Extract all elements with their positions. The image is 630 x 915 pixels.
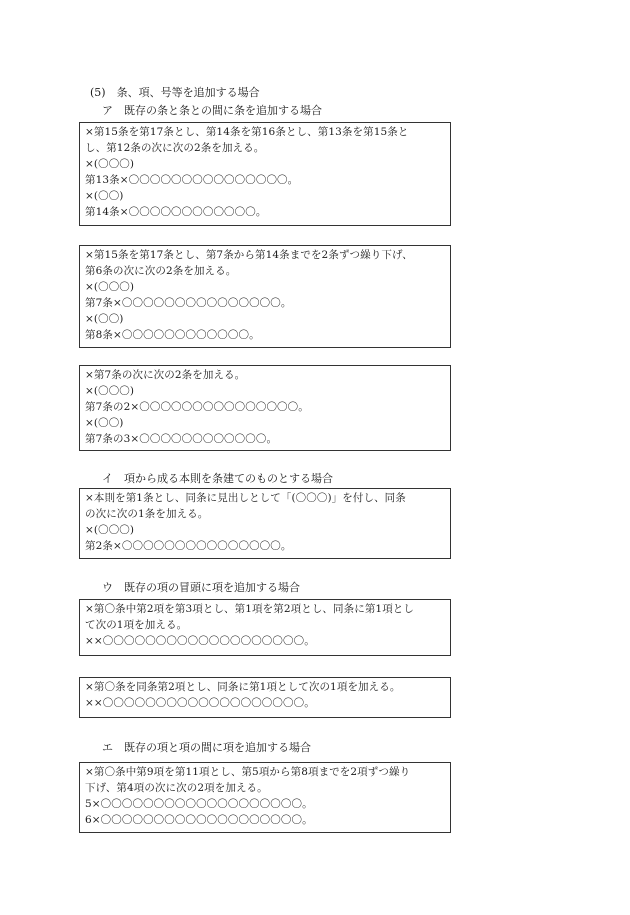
subsection-heading-e: エ 既存の項と項の間に項を追加する場合 xyxy=(102,741,311,754)
example-box xyxy=(79,245,451,348)
section-heading: (5) 条、項、号等を追加する場合 xyxy=(90,86,260,99)
example-box xyxy=(79,599,451,656)
text-line: ×第〇条中第2項を第3項とし、第1項を第2項とし、同条に第1項とし xyxy=(85,603,414,615)
text-line: ×第〇条を同条第2項とし、同条に第1項として次の1項を加える。 xyxy=(85,681,401,693)
text-line: ××〇〇〇〇〇〇〇〇〇〇〇〇〇〇〇〇〇〇〇。 xyxy=(85,635,315,647)
text-line: ×第7条の次に次の2条を加える。 xyxy=(85,369,246,381)
example-box xyxy=(79,122,451,226)
text-line: ×(〇〇) xyxy=(85,313,124,325)
text-line: ×第〇条中第9項を第11項とし、第5項から第8項までを2項ずつ繰り xyxy=(85,766,411,778)
text-line: 第7条×〇〇〇〇〇〇〇〇〇〇〇〇〇〇〇。 xyxy=(85,297,292,309)
text-line: ×(〇〇〇) xyxy=(85,158,135,170)
text-line: ××〇〇〇〇〇〇〇〇〇〇〇〇〇〇〇〇〇〇〇。 xyxy=(85,697,315,709)
text-line: ×(〇〇) xyxy=(85,190,124,202)
subsection-heading-u: ウ 既存の項の冒頭に項を追加する場合 xyxy=(102,581,300,594)
text-line: 第7条の3×〇〇〇〇〇〇〇〇〇〇〇〇。 xyxy=(85,433,278,445)
text-line: て次の1項を加える。 xyxy=(85,619,188,631)
example-box xyxy=(79,677,451,718)
text-line: し、第12条の次に次の2条を加える。 xyxy=(85,142,265,154)
subsection-heading-a: ア 既存の条と条との間に条を追加する場合 xyxy=(102,104,322,117)
text-line: ×第15条を第17条とし、第7条から第14条までを2条ずつ繰り下げ、 xyxy=(85,249,413,261)
text-line: ×本則を第1条とし、同条に見出しとして「(〇〇〇)」を付し、同条 xyxy=(85,492,406,504)
text-line: の次に次の1条を加える。 xyxy=(85,508,209,520)
subsection-heading-i: イ 項から成る本則を条建てのものとする場合 xyxy=(102,472,333,485)
text-line: ×(〇〇〇) xyxy=(85,281,135,293)
text-line: 6×〇〇〇〇〇〇〇〇〇〇〇〇〇〇〇〇〇〇〇。 xyxy=(85,814,313,826)
text-line: 第13条×〇〇〇〇〇〇〇〇〇〇〇〇〇〇〇。 xyxy=(85,174,299,186)
text-line: 第7条の2×〇〇〇〇〇〇〇〇〇〇〇〇〇〇〇。 xyxy=(85,401,309,413)
example-box xyxy=(79,365,451,451)
text-line: 第8条×〇〇〇〇〇〇〇〇〇〇〇〇。 xyxy=(85,329,260,341)
text-line: ×(〇〇〇) xyxy=(85,385,135,397)
text-line: 第14条×〇〇〇〇〇〇〇〇〇〇〇〇。 xyxy=(85,206,267,218)
text-line: 第2条×〇〇〇〇〇〇〇〇〇〇〇〇〇〇〇。 xyxy=(85,540,292,552)
text-line: 第6条の次に次の2条を加える。 xyxy=(85,265,237,277)
text-line: ×第15条を第17条とし、第14条を第16条とし、第13条を第15条と xyxy=(85,126,409,138)
text-line: 5×〇〇〇〇〇〇〇〇〇〇〇〇〇〇〇〇〇〇〇。 xyxy=(85,798,313,810)
text-line: ×(〇〇〇) xyxy=(85,524,135,536)
example-box xyxy=(79,488,451,559)
example-box xyxy=(79,762,451,833)
text-line: ×(〇〇) xyxy=(85,417,124,429)
text-line: 下げ、第4項の次に次の2項を加える。 xyxy=(85,782,268,794)
